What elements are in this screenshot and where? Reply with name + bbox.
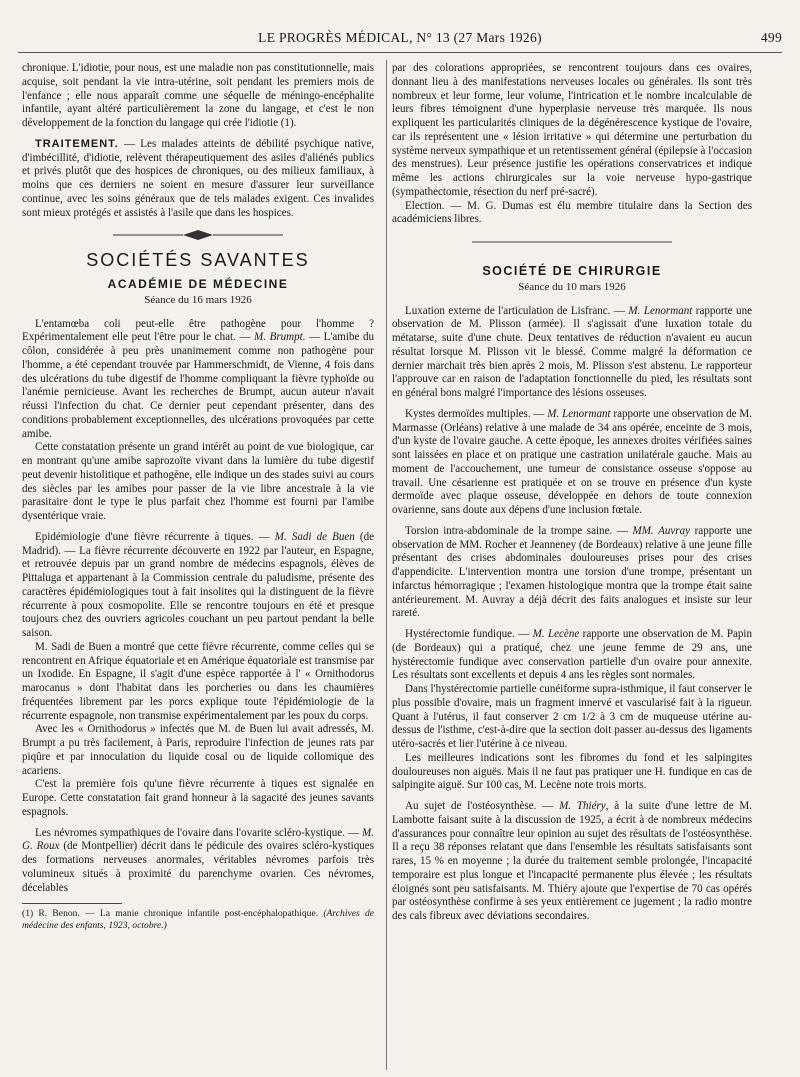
kystes-paragraph: Kystes dermoïdes multiples. — M. Lenormant rapporte une observation de M. Marmasse (Orléans) relative à une malade de 34 ans opérée, enceinte de 3 mois, d'un kyste de l'ovaire gauche. A cette époque, les annexes droites vérifiées saines sont laissées en place et on pratique une castration unilatérale gauche. Mais au moment de l'accouchement, une tumeur de consistance osseuse s'oppose au travail. Une césarienne est pratiquée et on se trouve en présence d'un kyste dermoïde avec plaque osseuse, développée en dehors de toute connexion ovarienne, sans doute aux dépens d'une inclusion fœtale. bbox=[392, 407, 752, 516]
fievre-paragraph-2: M. Sadi de Buen a montré que cette fièvre récurrente, comme celles qui se rencontrent en Afrique équatoriale et en Amérique équatoriale est transmise par un Ixodide. En Espagne, il s'agit d'une espèce rapportée à l' « Ornithodorus marocanus » dont l'habitat dans les porcheries ou dans les chaumières fréquentées librement par les porcs explique toute l'épidémiologie de la récurrente espagnole, non transmise expérimentalement par les poux du corps. bbox=[22, 640, 374, 722]
academy-title: ACADÉMIE DE MÉDECINE bbox=[107, 277, 289, 291]
osteo-body: , à la suite d'une lettre de M. Lambotte faisant suite à la discussion de 1925, a écrit à de nombreux médecins d'assurances pour connaître leur opinion au sujet des résultats de l'ostéosynthèse. Il a reçu 38 réponses relatant que dans l'ensemble les résultats satisfaisants sont rares, 15 % en moyenne ; la durée du traitement semble prolongée, l'incapacité temporaire est plus longue et l'incapacité permanente plus élevée ; les résultats éloignés sont peu satisfaisants. M. Thiéry ajoute que l'expertise de 70 cas opérés par ostéosynthèse confirme à ses yeux entièrement ce jugement ; la radio montre des cals fibreux avec déviations secondaires. bbox=[392, 800, 752, 922]
nevromes-paragraph: Les névromes sympathiques de l'ovaire dans l'ovarite scléro-kystique. — M. G. Roux (de Montpellier) décrit dans le pédicule des ovaires scléro-kystiques des formations nerveuses anormales, véritables névromes parfois très volumineux situés à proximité du parenchyme ovarien. Ces névromes, décelables bbox=[22, 826, 375, 894]
traitement-text: — Les malades atteints de débilité psychique native, d'imbécillité, d'idiotie, relèvent thérapeutiquement des asiles d'aliénés publics et privés plutôt que des hospices de chroniques, ou des milieux familiaux, à moins que ces derniers ne soient en mesure d'assurer leur surveillance continue, avec les soins généraux que de tels malades exigent. Ces invalides sont mieux protégés et assistés à l'asile que dans les hospices. bbox=[22, 137, 374, 219]
running-header bbox=[0, 30, 800, 50]
luxation-author: M. Lenormant bbox=[628, 304, 693, 317]
chirurgie-seance: Séance du 10 mars 1926 bbox=[518, 280, 626, 293]
amibe-paragraph: L'entamœba coli peut-elle être pathogène pour l'homme ? Expérimentalement elle peut l'être pour le chat. — M. Brumpt. — L'amibe du côlon, considérée à peu près unanimement comme non pathogène pour l'homme, a été cependant trouvée par Hammerschmidt, de Vienne, 4 fois dans des ulcérations du tube digestif de l'homme compliquant la fièvre typhoïde ou l'anémie pernicieuse. Avant les recherches de Brumpt, aucun auteur n'avait réussi l'infection du chat. Ce dernier peut cependant présenter, dans des conditions probablement exceptionnelles, des ulcérations provoquées par cette amibe. bbox=[22, 317, 375, 440]
fievre-author: M. Sadi de Buen bbox=[274, 530, 355, 543]
footnote-text: (1) R. Benon. — La manie chronique infantile post-encéphalopathique. bbox=[22, 908, 324, 920]
left-column bbox=[22, 62, 374, 932]
intro-paragraph: chronique. L'idiotie, pour nous, est une maladie non pas constitutionnelle, mais acquise, soit pendant la vie intra-utérine, soit pendant les premiers mois de l'enfance ; elle nous apparaît comme une séquelle de méningo-encéphalite infantile, ayant altéré particulièrement la zone du langage, et c'est le non développement de la fonction du langage qui crée l'idiotie (1). bbox=[22, 62, 374, 129]
kystes-body: rapporte une observation de M. Marmasse (Orléans) relative à une malade de 34 ans opérée, enceinte de 3 mois, d'un kyste de l'ovaire gauche. A cette époque, les annexes droites vérifiées saines sont laissées en place et on pratique une castration unilatérale gauche. Mais au moment de l'accouchement, une tumeur de consistance osseuse s'oppose au travail. Une césarienne est pratiquée et on se trouve en présence d'un kyste dermoïde avec plaque osseuse, développée en dehors de toute connexion ovarienne, sans doute aux dépens d'une inclusion fœtale. bbox=[392, 407, 752, 516]
column-divider bbox=[386, 60, 387, 1070]
osteo-title: Au sujet de l'ostéosynthèse. bbox=[405, 800, 537, 812]
election-paragraph: Election. — M. G. Dumas est élu membre titulaire dans la Section des académiciens libres. bbox=[392, 199, 752, 226]
osteo-paragraph: Au sujet de l'ostéosynthèse. — M. Thiéry, à la suite d'une lettre de M. Lambotte faisant suite à la discussion de 1925, a écrit à de nombreux médecins d'assurances pour connaître leur opinion au sujet des résultats de l'ostéosynthèse. Il a reçu 38 réponses relatant que dans l'ensemble les résultats satisfaisants sont rares, 15 % en moyenne ; la durée du traitement semble prolongée, l'incapacité temporaire est plus longue et l'incapacité permanente plus élevée ; les résultats éloignés sont peu satisfaisants. M. Thiéry ajoute que l'expertise de 70 cas opérés par ostéosynthèse confirme à ses yeux entièrement ce jugement ; la radio montre des cals fibreux avec déviations secondaires. bbox=[392, 800, 752, 922]
nevromes-title: Les névromes sympathiques de l'ovaire dans l'ovarite scléro-kystique. bbox=[35, 826, 345, 839]
nevromes-author: M. G. Roux bbox=[22, 826, 374, 853]
fievre-paragraph-4: C'est la première fois qu'une fièvre récurrente à tiques est signalée en Europe. Cette constatation fait grand honneur à la sagacité des jeunes savants espagnols. bbox=[22, 778, 374, 818]
amibe-paragraph-2: Cette constatation présente un grand intérêt au point de vue biologique, car en montrant qu'une amibe saprozoïte vivant dans la lumière du tube digestif peut devenir histolitique et pathogène, elle indique un des stades suivi au cours des siècles par les amibes pour passer de la vie libre ancestrale à la vie parasitaire dont le type le plus parfait chez l'homme est fourni par l'amibe dysentérique vraie. bbox=[22, 441, 374, 522]
osteo-author: M. Thiéry bbox=[559, 800, 606, 812]
fievre-place: (de Madrid). bbox=[22, 530, 374, 557]
torsion-paragraph: Torsion intra-abdominale de la trompe saine. — MM. Auvray rapporte une observation de MM. Rocher et Jeanneney (de Bordeaux) relative à une jeune fille présentant des crises abdominales douloureuses prises pour des crises d'appendicite. L'intervention montra une torsion d'une trompe, présentant un infarctus hémorragique ; l'examen histologique montra que la trompe était saine antérieurement. M. Auvray a déjà décrit des faits analogues et insiste sur leur rareté. bbox=[392, 524, 752, 620]
amibe-body: — L'amibe du côlon, considérée à peu près unanimement comme non pathogène pour l'homme, a été cependant trouvée par Hammerschmidt, de Vienne, 4 fois dans des ulcérations du tube digestif de l'homme compliquant la fièvre typhoïde ou l'anémie pernicieuse. Avant les recherches de Brumpt, aucun auteur n'avait réussi l'infection du chat. Ce dernier peut cependant présenter, dans des conditions probablement exceptionnelles, des ulcérations provoquées par cette amibe. bbox=[22, 331, 375, 440]
footnote bbox=[22, 908, 374, 932]
ornament-divider bbox=[22, 228, 374, 248]
torsion-author: MM. Auvray bbox=[632, 524, 691, 537]
right-column bbox=[392, 62, 752, 924]
ornament-divider-right bbox=[392, 235, 752, 255]
hyster-paragraph-3: Les meilleures indications sont les fibromes du fond et les salpingites douloureuses non aiguës. Mais il ne faut pas pratiquer une H. fundique en cas de salpingite aiguë. Sur 100 cas, M. Lecène note trois morts. bbox=[392, 751, 752, 792]
luxation-body: rapporte une observation de M. Plisson (armée). Il s'agissait d'une luxation totale du métatarse, suite d'une chute. Deux tentatives de réduction n'avaient eu aucun résultat lorsque M. Plisson vit le blessé. Comme malgré la déformation ce dernier marchait très bien après 2 mois, M. Plisson s'est abstenu. Le rapporteur l'approuve car en raison de l'adaptation fonctionnelle du pied, les résultats sont en général bons malgré l'importance des lésions osseuses. bbox=[392, 304, 752, 399]
hyster-author: M. Lecène bbox=[532, 628, 580, 640]
amibe-title: L'entamœba coli peut-elle être pathogène pour l'homme ? Expérimentalement elle peut l'être pour le chat. bbox=[22, 317, 374, 344]
journal-title: LE PROGRÈS MÉDICAL, N° 13 (27 Mars 1926) bbox=[258, 30, 542, 45]
torsion-title: Torsion intra-abdominale de la trompe saine. bbox=[405, 524, 613, 537]
footnote-rule bbox=[22, 903, 122, 904]
chirurgie-title: SOCIÉTÉ DE CHIRURGIE bbox=[482, 264, 662, 278]
kystes-title: Kystes dermoïdes multiples. bbox=[405, 407, 531, 420]
hyster-title: Hystérectomie fundique. bbox=[405, 628, 515, 640]
section-title: SOCIÉTÉS SAVANTES bbox=[86, 250, 310, 271]
amibe-author: M. Brumpt. bbox=[254, 331, 306, 344]
luxation-title: Luxation externe de l'articulation de Lisfranc. bbox=[405, 304, 611, 317]
page-number: 499 bbox=[760, 30, 782, 45]
torsion-body: rapporte une observation de MM. Rocher et Jeanneney (de Bordeaux) relative à une jeune fille présentant des crises abdominales douloureuses prises pour des crises d'appendicite. L'intervention montra une torsion d'une trompe, présentant un infarctus hémorragique ; l'examen histologique montra que la trompe était saine antérieurement. M. Auvray a déjà décrit des faits analogues et insiste sur leur rareté. bbox=[392, 524, 752, 620]
header-rule bbox=[18, 52, 782, 53]
traitement-label: TRAITEMENT. bbox=[35, 137, 119, 150]
footnote-source: (Archives de médecine des enfants, 1923, octobre.) bbox=[22, 908, 374, 932]
traitement-paragraph bbox=[22, 138, 374, 221]
luxation-paragraph: Luxation externe de l'articulation de Lisfranc. — M. Lenormant rapporte une observation de M. Plisson (armée). Il s'agissait d'une luxation totale du métatarse, suite d'une chute. Deux tentatives de réduction n'avaient eu aucun résultat lorsque M. Plisson vit le blessé. Comme malgré la déformation ce dernier marchait très bien après 2 mois, M. Plisson s'est abstenu. Le rapporteur l'approuve car en raison de l'adaptation fonctionnelle du pied, les résultats sont en général bons malgré l'importance des lésions osseuses. bbox=[392, 304, 752, 399]
fievre-title: Epidémiologie d'une fièvre récurrente à tiques. bbox=[35, 530, 254, 543]
nevromes-continued: par des colorations appropriées, se rencontrent toujours dans ces ovaires, donnant lieu à des manifestations nerveuses locales ou générales. Ils sont très nombreux et leur forme, leur volume, l'intrication et le nombre incalculable de leurs fibres témoignent d'une hyperplasie nerveuse très marquée. Ils nous expliquent les particularités cliniques de la dégénérescence kystique de l'ovaire, car ils représentent une « lésion irritative » qui détermine une perturbation du système nerveux sympathique et un retentissement général (épilepsie à l'occasion des menstrues). Leur présence justifie les opérations conservatrices et indique même les actions chirurgicales sur la voie nerveuse hypo-gastrique (sympathectomie, résection du nerf pré-sacré). bbox=[392, 62, 752, 198]
fievre-body: — La fièvre récurrente découverte en 1922 par l'auteur, en Espagne, et retrouvée depuis par un grand nombre de médecins espagnols, élèves de Pittaluga et appartenant à la Commission centrale du paludisme, présente des caractères épidémiologiques tout à fait insolites qui la distinguent de la fièvre récurrente à poux cosmopolite. Elle se rencontre toujours en été et presque toujours chez des ouvriers agricoles couchant un peu partout pendant la belle saison. bbox=[22, 544, 374, 639]
hyster-paragraph: Hystérectomie fundique. — M. Lecène rapporte une observation de M. Papin (de Bordeaux) qui a pratiqué, chez une jeune femme de 29 ans, une hystérectomie fundique avec conservation partielle d'un ovaire pour annexite. Les résultats sont excellents et depuis 4 ans les règles sont normales. bbox=[392, 628, 752, 682]
hyster-body: rapporte une observation de M. Papin (de Bordeaux) qui a pratiqué, chez une jeune femme de 29 ans, une hystérectomie fundique avec conservation partielle d'un ovaire pour annexite. Les résultats sont excellents et depuis 4 ans les règles sont normales. bbox=[392, 628, 752, 682]
fievre-paragraph-3: Avec les « Ornithodorus » infectés que M. de Buen lui avait adressés, M. Brumpt a pu très facilement, à Paris, reproduire l'infection de jeunes rats par piqûre et par innoculation du liquide cosal ou de liquide collomique des acariens. bbox=[22, 723, 374, 777]
nevromes-body: (de Montpellier) décrit dans le pédicule des ovaires scléro-kystiques des formations nerveuses anormales, véritables névromes parfois très volumineux situés à proximité du parenchyme ovarien. Ces névromes, décelables bbox=[22, 840, 375, 894]
hyster-paragraph-2: Dans l'hystérectomie partielle cunéiforme supra-isthmique, il faut conserver le plus possible d'ovaire, mais un fragment innervé et vascularisé fait à la rigueur. Quant à l'utérus, il faut conserver 2 cm 1/2 à 3 cm de muqueuse utérine au-dessus de l'isthme, c'est-à-dire que la section doit passer au-dessus des ligaments utéro-sacrés et lier l'utérine à ce niveau. bbox=[392, 683, 752, 750]
kystes-author: M. Lenormant bbox=[547, 407, 611, 420]
fievre-paragraph: Epidémiologie d'une fièvre récurrente à tiques. — M. Sadi de Buen (de Madrid). — La fièvre récurrente découverte en 1922 par l'auteur, en Espagne, et retrouvée depuis par un grand nombre de médecins espagnols, élèves de Pittaluga et appartenant à la Commission centrale du paludisme, présente des caractères épidémiologiques tout à fait insolites qui la distinguent de la fièvre récurrente à poux cosmopolite. Elle se rencontre toujours en été et presque toujours chez des ouvriers agricoles couchant un peu partout pendant la belle saison. bbox=[22, 530, 374, 639]
academy-seance: Séance du 16 mars 1926 bbox=[144, 293, 252, 306]
